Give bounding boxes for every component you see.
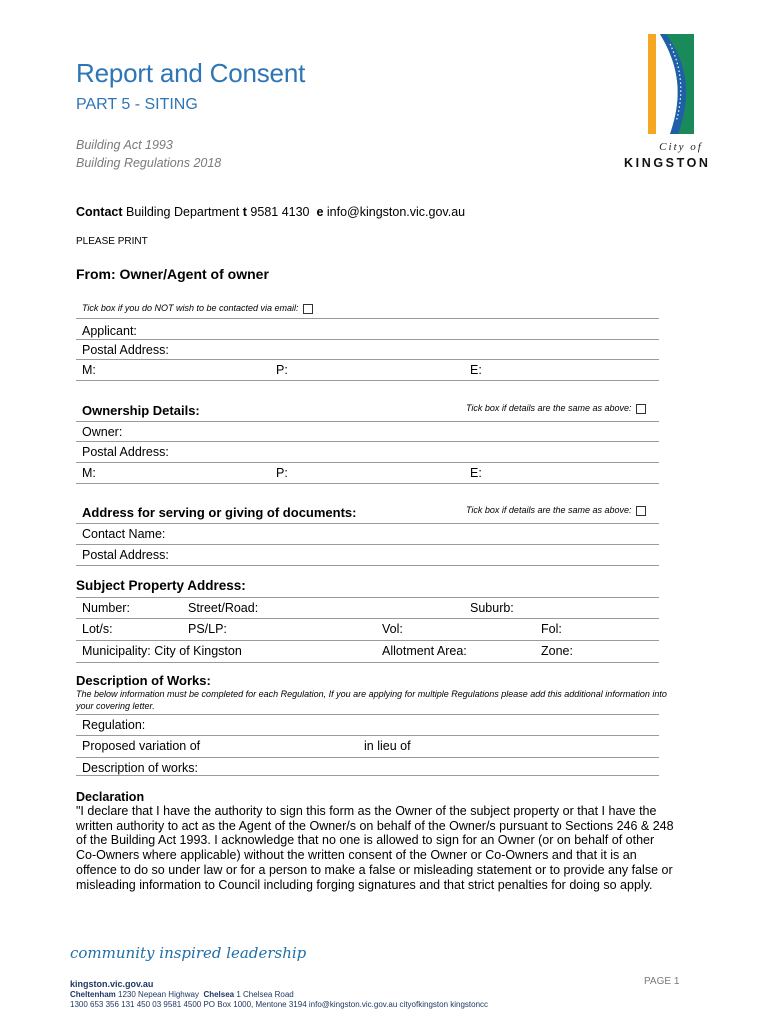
works-note: The below information must be completed for each Regulation, If you are applying for multiple Regulations please add this additional information into your covering letter. (76, 689, 667, 711)
property-pslp-label: PS/LP: (188, 622, 227, 636)
property-number-label: Number: (82, 601, 130, 615)
contact-line (76, 205, 465, 219)
footer-chelsea-address: 1 Chelsea Road (236, 990, 294, 999)
property-street-label: Street/Road: (188, 601, 259, 615)
serving-postal-row[interactable] (76, 545, 659, 566)
declaration-heading: Declaration (76, 790, 145, 804)
property-street-row[interactable] (76, 597, 659, 619)
owner-postal-label: Postal Address: (82, 445, 169, 459)
variation-row[interactable] (76, 736, 659, 758)
ownership-same-note (466, 403, 646, 414)
contact-label: Contact (76, 205, 123, 219)
owner-p-label: P: (276, 466, 288, 480)
contact-phone: 9581 4130 (250, 205, 310, 219)
owner-label: Owner: (82, 425, 123, 439)
ownership-same-checkbox[interactable] (636, 404, 646, 414)
applicant-m-label: M: (82, 363, 96, 377)
contact-email: info@kingston.vic.gov.au (326, 205, 466, 219)
declaration-text: "I declare that I have the authority to sign this form as the Owner of the subject property or that I have the written authority to act as the Agent of the Owner/s on behalf of the Owner/s pursuant to Sections 246 & 248 of the Building Act 1993. I acknowledge that no one is allowed to sign for an Owner (or on behalf of other Co-Owners where applicable) without the written consent of the Owner or Co-Owners and that it is an offence to do so under law or for a person to make a false or misleading statement or to provide any false or misleading information to Council including forging signatures and that strict penalties for doing so apply. (76, 804, 674, 892)
footer-website: kingston.vic.gov.au (70, 979, 154, 989)
footer-cheltenham-label: Cheltenham (70, 990, 116, 999)
footer-contacts: 1300 653 356 131 450 03 9581 4500 PO Box 1000, Mentone 3194 info@kingston.vic.gov.au cityofkingston kingstoncc (70, 1000, 489, 1009)
contact-department: Building Department (126, 205, 240, 219)
property-title-row[interactable] (76, 619, 659, 641)
property-fol-label: Fol: (541, 622, 562, 636)
applicant-row[interactable] (76, 318, 659, 340)
building-act: Building Act 1993 (76, 138, 173, 152)
owner-row[interactable] (76, 421, 659, 442)
owner-contact-row[interactable] (76, 463, 659, 484)
applicant-postal-row[interactable] (76, 340, 659, 360)
works-description-row[interactable] (76, 758, 659, 776)
serving-heading: Address for serving or giving of documents: (82, 505, 357, 520)
applicant-label: Applicant: (82, 324, 137, 338)
contact-e-label: e (316, 205, 324, 219)
property-heading: Subject Property Address: (76, 578, 246, 593)
building-regulations: Building Regulations 2018 (76, 156, 222, 170)
from-heading: From: Owner/Agent of owner (76, 266, 269, 282)
property-lot-label: Lot/s: (82, 622, 113, 636)
regulation-row[interactable] (76, 714, 659, 736)
footer-addresses (70, 990, 294, 999)
property-suburb-label: Suburb: (470, 601, 514, 615)
serving-contact-label: Contact Name: (82, 527, 166, 541)
page-subtitle: PART 5 - SITING (76, 96, 198, 113)
regulation-label: Regulation: (82, 718, 146, 732)
page-title: Report and Consent (76, 58, 306, 88)
page-number: PAGE 1 (644, 976, 680, 987)
kingston-logo-mark (648, 34, 694, 134)
serving-postal-label: Postal Address: (82, 548, 169, 562)
works-description-label: Description of works: (82, 761, 199, 775)
email-optout-note (82, 303, 313, 314)
owner-e-label: E: (470, 466, 482, 480)
property-allotment-label: Allotment Area: (382, 644, 467, 658)
serving-same-note (466, 505, 646, 516)
applicant-e-label: E: (470, 363, 482, 377)
applicant-contact-row[interactable] (76, 360, 659, 381)
variation-label: Proposed variation of (82, 739, 201, 753)
property-municipality-row[interactable] (76, 641, 659, 663)
email-optout-label: Tick box if you do NOT wish to be contacted via email: (82, 303, 299, 313)
ownership-same-label: Tick box if details are the same as above: (466, 403, 632, 413)
logo-city-of: City of (659, 141, 703, 153)
please-print: PLEASE PRINT (76, 236, 148, 247)
property-zone-label: Zone: (541, 644, 573, 658)
ownership-heading: Ownership Details: (82, 403, 200, 418)
works-heading: Description of Works: (76, 673, 211, 688)
kingston-logo (620, 30, 730, 180)
logo-kingston: KINGSTON (624, 156, 711, 170)
applicant-p-label: P: (276, 363, 288, 377)
serving-same-checkbox[interactable] (636, 506, 646, 516)
serving-contact-row[interactable] (76, 523, 659, 545)
owner-postal-row[interactable] (76, 442, 659, 463)
contact-t-label: t (242, 205, 247, 219)
in-lieu-label: in lieu of (364, 739, 411, 753)
property-vol-label: Vol: (382, 622, 403, 636)
property-municipality-label: Municipality: City of Kingston (82, 644, 242, 658)
footer-chelsea-label: Chelsea (203, 990, 235, 999)
owner-m-label: M: (82, 466, 96, 480)
email-optout-checkbox[interactable] (303, 304, 313, 314)
footer-tagline: community inspired leadership (70, 944, 307, 962)
serving-same-label: Tick box if details are the same as above: (466, 505, 632, 515)
footer-cheltenham-address: 1230 Nepean Highway (118, 990, 199, 999)
applicant-postal-label: Postal Address: (82, 343, 169, 357)
